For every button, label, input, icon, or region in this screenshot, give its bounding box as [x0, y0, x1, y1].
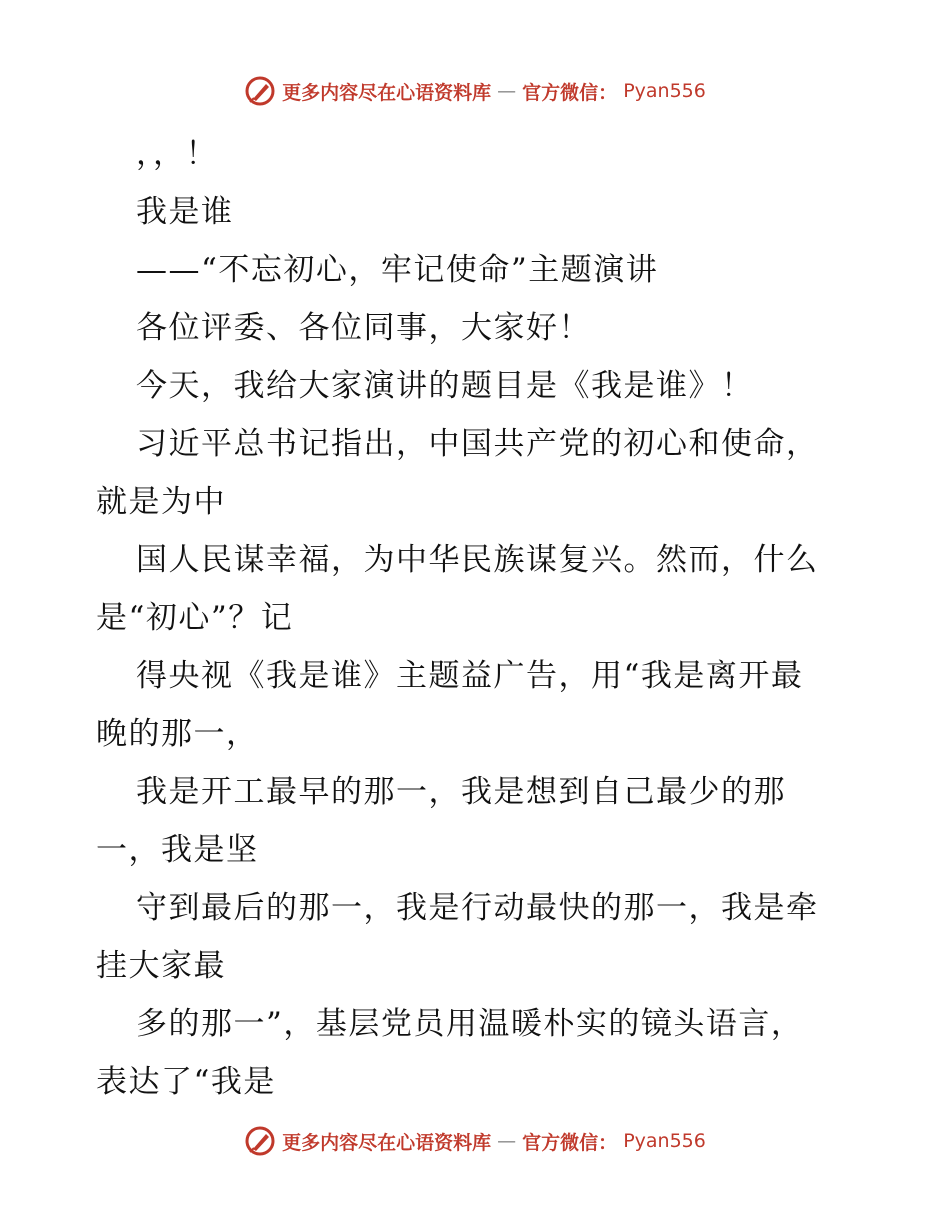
watermark-account: Pyan556: [623, 1130, 706, 1152]
watermark-text: 更多内容尽在心语资料库: [282, 1131, 492, 1154]
text-line: 各位评委、各位同事，大家好！: [136, 310, 591, 346]
watermark-account-prefix: 官方微信：: [522, 1131, 618, 1154]
watermark-account-prefix: 官方微信：: [522, 81, 618, 104]
text-line: 晚的那一，: [96, 716, 259, 752]
text-line: 是“初心”？记: [96, 600, 294, 636]
watermark-account: Pyan556: [623, 80, 706, 102]
text-line: 多的那一”，基层党员用温暖朴实的镜头语言，: [136, 1006, 804, 1042]
text-line: 今天，我给大家演讲的题目是《我是谁》！: [136, 368, 754, 404]
text-line: 就是为中: [96, 484, 226, 520]
text-line: 得央视《我是谁》主题益广告，用“我是离开最: [136, 658, 804, 694]
text-line: 我是开工最早的那一，我是想到自己最少的那: [136, 774, 786, 810]
text-line: ，，！: [136, 136, 218, 172]
quill-pen-circle-icon: [244, 75, 276, 107]
document-body: [96, 125, 866, 1111]
watermark-separator: —: [497, 1130, 517, 1152]
text-line: 一，我是坚: [96, 832, 259, 868]
footer-watermark: [0, 1121, 950, 1161]
text-line: 表达了“我是: [96, 1064, 276, 1100]
quill-pen-circle-icon: [244, 1125, 276, 1157]
watermark-text: 更多内容尽在心语资料库: [282, 81, 492, 104]
header-watermark: [0, 71, 950, 111]
text-line: 守到最后的那一，我是行动最快的那一，我是牵: [136, 890, 819, 926]
text-line: 习近平总书记指出，中国共产党的初心和使命，: [136, 426, 819, 462]
text-line: ——“不忘初心，牢记使命”主题演讲: [136, 252, 659, 288]
text-line: 挂大家最: [96, 948, 226, 984]
watermark-separator: —: [497, 80, 517, 102]
text-line: 我是谁: [136, 194, 234, 230]
text-line: 国人民谋幸福，为中华民族谋复兴。然而，什么: [136, 542, 819, 578]
